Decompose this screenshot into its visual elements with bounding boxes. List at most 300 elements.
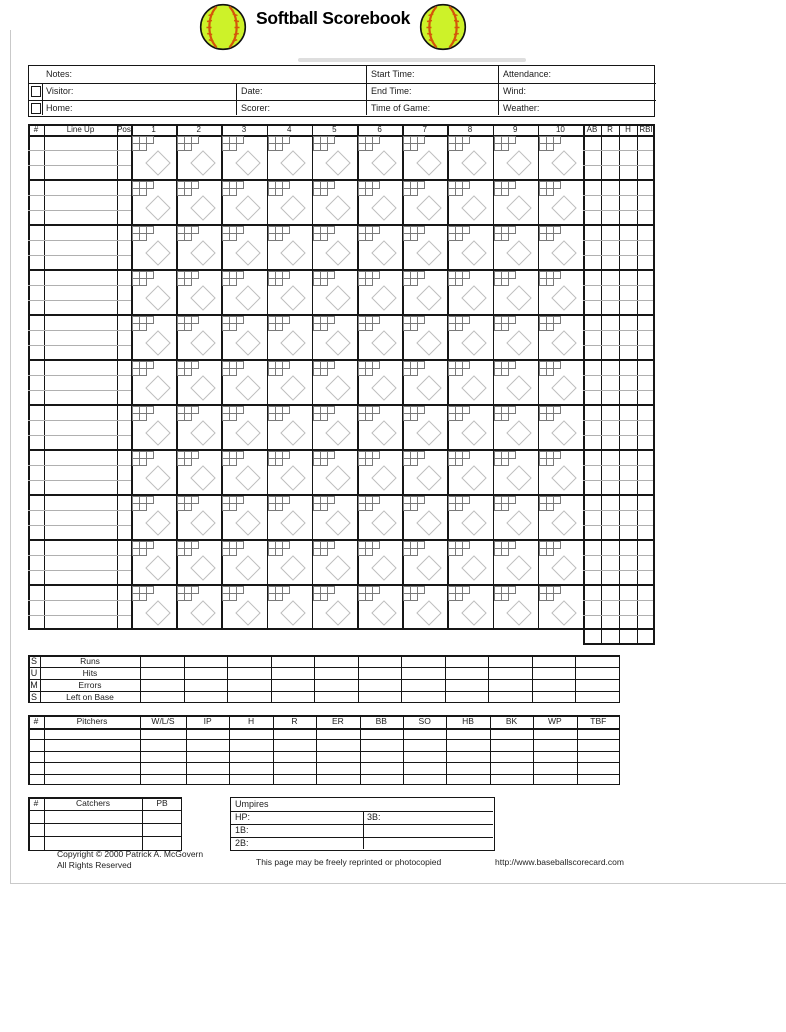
sums-cell[interactable] (358, 667, 402, 679)
player-number-cell[interactable] (28, 450, 44, 495)
stat-cell-ab[interactable] (583, 225, 601, 270)
player-name-cell[interactable] (44, 540, 117, 585)
pitcher-cell[interactable] (140, 751, 186, 762)
inning-cell[interactable] (402, 495, 447, 540)
stat-cell-rbi[interactable] (637, 540, 655, 585)
inning-cell[interactable] (221, 585, 266, 630)
sums-cell[interactable] (140, 667, 184, 679)
hp-umpire-field[interactable] (255, 811, 361, 823)
stat-cell-rbi[interactable] (637, 225, 655, 270)
pitcher-cell[interactable] (316, 762, 359, 773)
stat-cell-h[interactable] (619, 315, 637, 360)
player-name-cell[interactable] (44, 180, 117, 225)
player-number-cell[interactable] (28, 540, 44, 585)
position-cell[interactable] (117, 225, 131, 270)
inning-cell[interactable] (447, 450, 492, 495)
pitcher-cell[interactable] (577, 728, 620, 739)
inning-cell[interactable] (267, 360, 312, 405)
sums-cell[interactable] (401, 655, 445, 667)
inning-cell[interactable] (267, 495, 312, 540)
sums-cell[interactable] (401, 679, 445, 691)
stat-cell-rbi[interactable] (637, 495, 655, 540)
pitcher-cell[interactable] (490, 728, 533, 739)
inning-cell[interactable] (176, 135, 221, 180)
catcher-cell[interactable] (28, 836, 44, 849)
inning-cell[interactable] (493, 180, 538, 225)
inning-cell[interactable] (131, 270, 176, 315)
pitcher-cell[interactable] (44, 774, 140, 785)
pitcher-cell[interactable] (273, 774, 316, 785)
stat-cell-h[interactable] (619, 495, 637, 540)
sums-cell[interactable] (445, 655, 489, 667)
inning-cell[interactable] (267, 450, 312, 495)
inning-cell[interactable] (493, 450, 538, 495)
pitcher-cell[interactable] (360, 762, 403, 773)
stat-cell-rbi[interactable] (637, 315, 655, 360)
sums-cell[interactable] (314, 679, 358, 691)
inning-cell[interactable] (267, 180, 312, 225)
pitcher-cell[interactable] (44, 762, 140, 773)
stat-cell-ab[interactable] (583, 315, 601, 360)
inning-cell[interactable] (357, 495, 402, 540)
pitcher-cell[interactable] (360, 774, 403, 785)
position-cell[interactable] (117, 270, 131, 315)
player-number-cell[interactable] (28, 180, 44, 225)
inning-cell[interactable] (493, 495, 538, 540)
player-number-cell[interactable] (28, 315, 44, 360)
position-cell[interactable] (117, 495, 131, 540)
stat-cell-h[interactable] (619, 180, 637, 225)
pitcher-cell[interactable] (533, 751, 576, 762)
stat-cell-ab[interactable] (583, 180, 601, 225)
inning-cell[interactable] (538, 135, 583, 180)
inning-cell[interactable] (538, 180, 583, 225)
sums-cell[interactable] (401, 691, 445, 703)
pitcher-cell[interactable] (533, 739, 576, 750)
sums-cell[interactable] (271, 655, 315, 667)
inning-cell[interactable] (447, 135, 492, 180)
stat-cell-r[interactable] (601, 315, 619, 360)
catcher-cell[interactable] (44, 823, 142, 836)
sums-cell[interactable] (358, 679, 402, 691)
inning-cell[interactable] (538, 540, 583, 585)
stat-cell-h[interactable] (619, 405, 637, 450)
inning-cell[interactable] (357, 270, 402, 315)
pitcher-cell[interactable] (140, 774, 186, 785)
home-checkbox[interactable] (31, 103, 41, 114)
catcher-cell[interactable] (142, 823, 182, 836)
pitcher-cell[interactable] (403, 762, 446, 773)
third-base-umpire-field[interactable] (387, 811, 491, 823)
pitcher-cell[interactable] (140, 762, 186, 773)
inning-cell[interactable] (131, 585, 176, 630)
pitcher-cell[interactable] (229, 739, 272, 750)
inning-cell[interactable] (221, 270, 266, 315)
inning-cell[interactable] (402, 135, 447, 180)
stat-cell-ab[interactable] (583, 495, 601, 540)
pitcher-cell[interactable] (28, 774, 44, 785)
inning-cell[interactable] (176, 405, 221, 450)
inning-cell[interactable] (402, 180, 447, 225)
inning-cell[interactable] (493, 135, 538, 180)
inning-cell[interactable] (221, 540, 266, 585)
pitcher-cell[interactable] (28, 728, 44, 739)
position-cell[interactable] (117, 540, 131, 585)
catcher-cell[interactable] (142, 810, 182, 823)
inning-cell[interactable] (538, 495, 583, 540)
sums-cell[interactable] (227, 667, 271, 679)
inning-cell[interactable] (357, 360, 402, 405)
inning-cell[interactable] (357, 585, 402, 630)
pitcher-cell[interactable] (360, 728, 403, 739)
player-name-cell[interactable] (44, 135, 117, 180)
stat-cell-h[interactable] (619, 360, 637, 405)
stat-cell-r[interactable] (601, 180, 619, 225)
catcher-cell[interactable] (28, 810, 44, 823)
inning-cell[interactable] (493, 225, 538, 270)
inning-cell[interactable] (538, 270, 583, 315)
pitcher-cell[interactable] (44, 739, 140, 750)
inning-cell[interactable] (267, 315, 312, 360)
player-name-cell[interactable] (44, 495, 117, 540)
inning-cell[interactable] (131, 405, 176, 450)
position-cell[interactable] (117, 315, 131, 360)
pitcher-cell[interactable] (533, 774, 576, 785)
sums-cell[interactable] (314, 667, 358, 679)
pitcher-cell[interactable] (28, 762, 44, 773)
player-number-cell[interactable] (28, 135, 44, 180)
inning-cell[interactable] (176, 315, 221, 360)
pitcher-cell[interactable] (403, 751, 446, 762)
position-cell[interactable] (117, 180, 131, 225)
visitor-checkbox[interactable] (31, 86, 41, 97)
stat-cell-rbi[interactable] (637, 405, 655, 450)
stat-cell-r[interactable] (601, 135, 619, 180)
sums-cell[interactable] (184, 655, 228, 667)
inning-cell[interactable] (447, 495, 492, 540)
sums-cell[interactable] (532, 691, 576, 703)
stat-cell-ab[interactable] (583, 135, 601, 180)
player-name-cell[interactable] (44, 360, 117, 405)
stat-cell-h[interactable] (619, 225, 637, 270)
pitcher-cell[interactable] (490, 739, 533, 750)
inning-cell[interactable] (267, 585, 312, 630)
inning-cell[interactable] (131, 360, 176, 405)
pitcher-cell[interactable] (533, 728, 576, 739)
sums-cell[interactable] (445, 679, 489, 691)
inning-cell[interactable] (176, 450, 221, 495)
catcher-cell[interactable] (142, 836, 182, 849)
stat-cell-r[interactable] (601, 585, 619, 630)
position-cell[interactable] (117, 585, 131, 630)
player-name-cell[interactable] (44, 405, 117, 450)
inning-cell[interactable] (312, 585, 357, 630)
player-name-cell[interactable] (44, 315, 117, 360)
inning-cell[interactable] (447, 180, 492, 225)
pitcher-cell[interactable] (186, 751, 229, 762)
inning-cell[interactable] (357, 540, 402, 585)
inning-cell[interactable] (221, 135, 266, 180)
inning-cell[interactable] (267, 405, 312, 450)
pitcher-cell[interactable] (186, 762, 229, 773)
sums-cell[interactable] (488, 655, 532, 667)
pitcher-cell[interactable] (577, 774, 620, 785)
inning-cell[interactable] (493, 315, 538, 360)
player-name-cell[interactable] (44, 225, 117, 270)
inning-cell[interactable] (357, 405, 402, 450)
sums-cell[interactable] (445, 667, 489, 679)
inning-cell[interactable] (176, 180, 221, 225)
inning-cell[interactable] (538, 405, 583, 450)
pitcher-cell[interactable] (577, 762, 620, 773)
inning-cell[interactable] (402, 315, 447, 360)
pitcher-cell[interactable] (316, 774, 359, 785)
sums-cell[interactable] (532, 667, 576, 679)
sums-cell[interactable] (314, 691, 358, 703)
stat-cell-r[interactable] (601, 495, 619, 540)
stat-cell-h[interactable] (619, 270, 637, 315)
pitcher-cell[interactable] (28, 739, 44, 750)
stat-cell-ab[interactable] (583, 270, 601, 315)
sums-cell[interactable] (184, 679, 228, 691)
stat-cell-rbi[interactable] (637, 585, 655, 630)
pitcher-cell[interactable] (360, 739, 403, 750)
inning-cell[interactable] (493, 585, 538, 630)
pitcher-cell[interactable] (316, 751, 359, 762)
sums-cell[interactable] (227, 691, 271, 703)
inning-cell[interactable] (221, 405, 266, 450)
sums-cell[interactable] (271, 667, 315, 679)
inning-cell[interactable] (538, 315, 583, 360)
sums-cell[interactable] (271, 679, 315, 691)
inning-cell[interactable] (131, 495, 176, 540)
player-number-cell[interactable] (28, 270, 44, 315)
inning-cell[interactable] (538, 225, 583, 270)
pitcher-cell[interactable] (229, 762, 272, 773)
inning-cell[interactable] (312, 540, 357, 585)
inning-cell[interactable] (312, 225, 357, 270)
sums-cell[interactable] (401, 667, 445, 679)
sums-cell[interactable] (532, 655, 576, 667)
sums-cell[interactable] (227, 655, 271, 667)
inning-cell[interactable] (538, 450, 583, 495)
stat-cell-h[interactable] (619, 135, 637, 180)
sums-cell[interactable] (575, 667, 619, 679)
inning-cell[interactable] (402, 585, 447, 630)
stat-cell-ab[interactable] (583, 405, 601, 450)
stat-cell-rbi[interactable] (637, 180, 655, 225)
player-name-cell[interactable] (44, 585, 117, 630)
stat-cell-ab[interactable] (583, 585, 601, 630)
inning-cell[interactable] (176, 540, 221, 585)
stat-cell-rbi[interactable] (637, 360, 655, 405)
inning-cell[interactable] (221, 495, 266, 540)
catcher-cell[interactable] (44, 810, 142, 823)
inning-cell[interactable] (402, 270, 447, 315)
sums-cell[interactable] (358, 655, 402, 667)
pitcher-cell[interactable] (446, 762, 489, 773)
stat-cell-rbi[interactable] (637, 135, 655, 180)
pitcher-cell[interactable] (490, 774, 533, 785)
inning-cell[interactable] (402, 540, 447, 585)
pitcher-cell[interactable] (186, 774, 229, 785)
inning-cell[interactable] (176, 495, 221, 540)
catcher-cell[interactable] (44, 836, 142, 849)
stat-cell-r[interactable] (601, 450, 619, 495)
stat-cell-ab[interactable] (583, 540, 601, 585)
pitcher-cell[interactable] (577, 739, 620, 750)
inning-cell[interactable] (493, 270, 538, 315)
player-number-cell[interactable] (28, 405, 44, 450)
sums-cell[interactable] (575, 655, 619, 667)
inning-cell[interactable] (267, 540, 312, 585)
inning-cell[interactable] (312, 360, 357, 405)
inning-cell[interactable] (131, 315, 176, 360)
inning-cell[interactable] (131, 540, 176, 585)
pitcher-cell[interactable] (140, 728, 186, 739)
sums-cell[interactable] (532, 679, 576, 691)
inning-cell[interactable] (131, 450, 176, 495)
pitcher-cell[interactable] (186, 728, 229, 739)
pitcher-cell[interactable] (533, 762, 576, 773)
position-cell[interactable] (117, 135, 131, 180)
inning-cell[interactable] (357, 225, 402, 270)
inning-cell[interactable] (402, 225, 447, 270)
pitcher-cell[interactable] (229, 751, 272, 762)
player-number-cell[interactable] (28, 225, 44, 270)
pitcher-cell[interactable] (446, 774, 489, 785)
pitcher-cell[interactable] (316, 728, 359, 739)
sums-cell[interactable] (140, 679, 184, 691)
inning-cell[interactable] (176, 270, 221, 315)
position-cell[interactable] (117, 450, 131, 495)
pitcher-cell[interactable] (403, 728, 446, 739)
inning-cell[interactable] (221, 225, 266, 270)
stat-cell-r[interactable] (601, 405, 619, 450)
inning-cell[interactable] (447, 585, 492, 630)
inning-cell[interactable] (402, 360, 447, 405)
inning-cell[interactable] (221, 180, 266, 225)
inning-cell[interactable] (402, 450, 447, 495)
stat-cell-r[interactable] (601, 270, 619, 315)
inning-cell[interactable] (267, 270, 312, 315)
sums-cell[interactable] (445, 691, 489, 703)
inning-cell[interactable] (221, 360, 266, 405)
inning-cell[interactable] (267, 135, 312, 180)
player-name-cell[interactable] (44, 270, 117, 315)
inning-cell[interactable] (312, 180, 357, 225)
stat-cell-h[interactable] (619, 450, 637, 495)
inning-cell[interactable] (447, 405, 492, 450)
pitcher-cell[interactable] (229, 774, 272, 785)
inning-cell[interactable] (447, 270, 492, 315)
inning-cell[interactable] (493, 405, 538, 450)
inning-cell[interactable] (538, 585, 583, 630)
inning-cell[interactable] (447, 225, 492, 270)
position-cell[interactable] (117, 405, 131, 450)
inning-cell[interactable] (402, 405, 447, 450)
inning-cell[interactable] (312, 495, 357, 540)
pitcher-cell[interactable] (446, 728, 489, 739)
sums-cell[interactable] (184, 667, 228, 679)
sums-cell[interactable] (314, 655, 358, 667)
inning-cell[interactable] (357, 135, 402, 180)
inning-cell[interactable] (493, 360, 538, 405)
pitcher-cell[interactable] (490, 751, 533, 762)
stat-cell-r[interactable] (601, 540, 619, 585)
pitcher-cell[interactable] (229, 728, 272, 739)
inning-cell[interactable] (131, 225, 176, 270)
pitcher-cell[interactable] (44, 728, 140, 739)
pitcher-cell[interactable] (490, 762, 533, 773)
catcher-cell[interactable] (28, 823, 44, 836)
pitcher-cell[interactable] (316, 739, 359, 750)
pitcher-cell[interactable] (273, 728, 316, 739)
sums-cell[interactable] (140, 691, 184, 703)
inning-cell[interactable] (493, 540, 538, 585)
sums-cell[interactable] (575, 679, 619, 691)
stat-cell-r[interactable] (601, 225, 619, 270)
inning-cell[interactable] (131, 180, 176, 225)
inning-cell[interactable] (176, 585, 221, 630)
sums-cell[interactable] (271, 691, 315, 703)
pitcher-cell[interactable] (273, 739, 316, 750)
sums-cell[interactable] (358, 691, 402, 703)
inning-cell[interactable] (357, 450, 402, 495)
sums-cell[interactable] (488, 667, 532, 679)
stat-cell-h[interactable] (619, 540, 637, 585)
stat-cell-rbi[interactable] (637, 270, 655, 315)
inning-cell[interactable] (312, 270, 357, 315)
inning-cell[interactable] (221, 315, 266, 360)
inning-cell[interactable] (267, 225, 312, 270)
sums-cell[interactable] (575, 691, 619, 703)
stat-cell-ab[interactable] (583, 450, 601, 495)
stat-cell-h[interactable] (619, 585, 637, 630)
inning-cell[interactable] (221, 450, 266, 495)
inning-cell[interactable] (447, 540, 492, 585)
player-name-cell[interactable] (44, 450, 117, 495)
pitcher-cell[interactable] (273, 762, 316, 773)
first-base-umpire-field[interactable] (255, 824, 361, 836)
player-number-cell[interactable] (28, 360, 44, 405)
pitcher-cell[interactable] (446, 739, 489, 750)
pitcher-cell[interactable] (403, 774, 446, 785)
inning-cell[interactable] (447, 315, 492, 360)
pitcher-cell[interactable] (140, 739, 186, 750)
inning-cell[interactable] (312, 135, 357, 180)
pitcher-cell[interactable] (28, 751, 44, 762)
stat-cell-r[interactable] (601, 360, 619, 405)
pitcher-cell[interactable] (360, 751, 403, 762)
sums-cell[interactable] (184, 691, 228, 703)
sums-cell[interactable] (488, 691, 532, 703)
inning-cell[interactable] (176, 360, 221, 405)
pitcher-cell[interactable] (44, 751, 140, 762)
sums-cell[interactable] (488, 679, 532, 691)
pitcher-cell[interactable] (577, 751, 620, 762)
sums-cell[interactable] (140, 655, 184, 667)
inning-cell[interactable] (312, 315, 357, 360)
pitcher-cell[interactable] (186, 739, 229, 750)
sums-cell[interactable] (227, 679, 271, 691)
stat-cell-rbi[interactable] (637, 450, 655, 495)
second-base-umpire-field[interactable] (255, 837, 361, 849)
pitcher-cell[interactable] (403, 739, 446, 750)
inning-cell[interactable] (131, 135, 176, 180)
position-cell[interactable] (117, 360, 131, 405)
inning-cell[interactable] (447, 360, 492, 405)
